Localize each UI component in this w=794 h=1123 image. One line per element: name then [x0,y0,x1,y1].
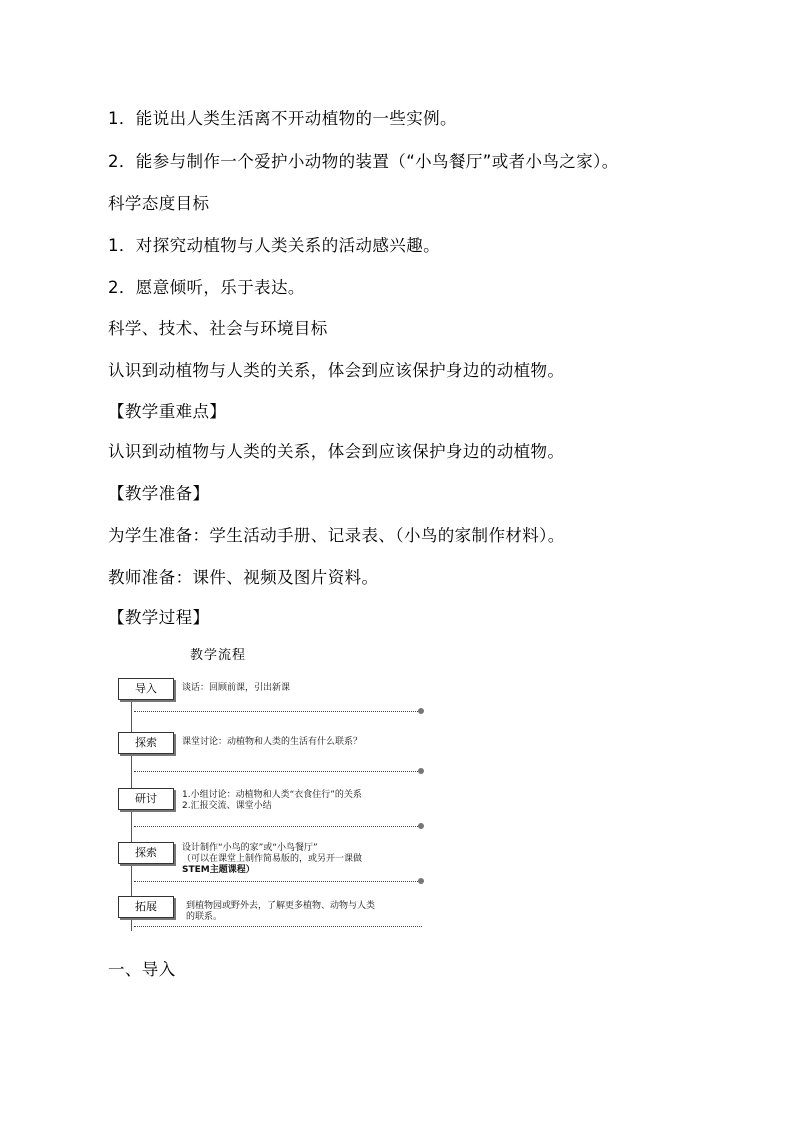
flow-divider [134,881,422,882]
flow-divider-end [418,823,424,829]
flow-divider-end [418,708,424,714]
heading-preparation: 【教学准备】 [108,484,210,503]
flow-divider [134,711,422,712]
flow-divider [134,826,422,827]
flow-step-extend-text: 到植物园或野外去，了解更多植物、动物与人类 的联系。 [186,901,376,922]
flow-step-make: 探索 [118,842,174,864]
stse-line: 认识到动植物与人类的关系，体会到应该保护身边的动植物。 [108,361,565,380]
heading-stse-goal: 科学、技术、社会与环境目标 [108,319,328,338]
flow-step-intro-text: 谈话：回顾前课，引出新课 [182,683,291,693]
flow-step-discuss-text: 1.小组讨论：动植物和人类“衣食住行”的关系 2.汇报交流、课堂小结 [182,790,362,811]
flow-divider-end [418,768,424,774]
flow-step-make-text: 设计制作“小鸟的家”或“小鸟餐厅” （可以在课堂上制作简易版的，或另开一课做 STEM主题课程） [182,843,363,875]
objective-line-2: 2．能参与制作一个爱护小动物的装置（“小鸟餐厅”或者小鸟之家）。 [108,152,619,171]
heading-key-points: 【教学重难点】 [108,402,227,421]
flow-divider [134,771,422,772]
flowchart-connector [131,689,132,931]
flow-step-discuss: 研讨 [118,788,174,810]
student-preparation-line: 为学生准备：学生活动手册、记录表、（小鸟的家制作材料）。 [108,526,565,545]
attitude-line-1: 1．对探究动植物与人类关系的活动感兴趣。 [108,236,440,255]
flow-step-intro: 导入 [118,678,174,700]
attitude-line-2: 2．愿意倾听，乐于表达。 [108,278,305,297]
flowchart-title: 教学流程 [190,648,247,663]
teaching-flowchart [112,640,432,930]
flow-divider-end [418,878,424,884]
flow-step-explore-text: 课堂讨论：动植物和人类的生活有什么联系？ [182,737,363,747]
flow-divider [134,926,422,927]
heading-attitude-goal: 科学态度目标 [108,194,210,213]
heading-process: 【教学过程】 [108,608,210,627]
flow-step-explore: 探索 [118,732,174,754]
section-heading-intro: 一、导入 [108,960,176,979]
key-points-line: 认识到动植物与人类的关系，体会到应该保护身边的动植物。 [108,442,565,461]
teacher-preparation-line: 教师准备：课件、视频及图片资料。 [108,568,379,587]
objective-line-1: 1．能说出人类生活离不开动植物的一些实例。 [108,109,457,128]
flow-step-extend: 拓展 [118,896,174,918]
